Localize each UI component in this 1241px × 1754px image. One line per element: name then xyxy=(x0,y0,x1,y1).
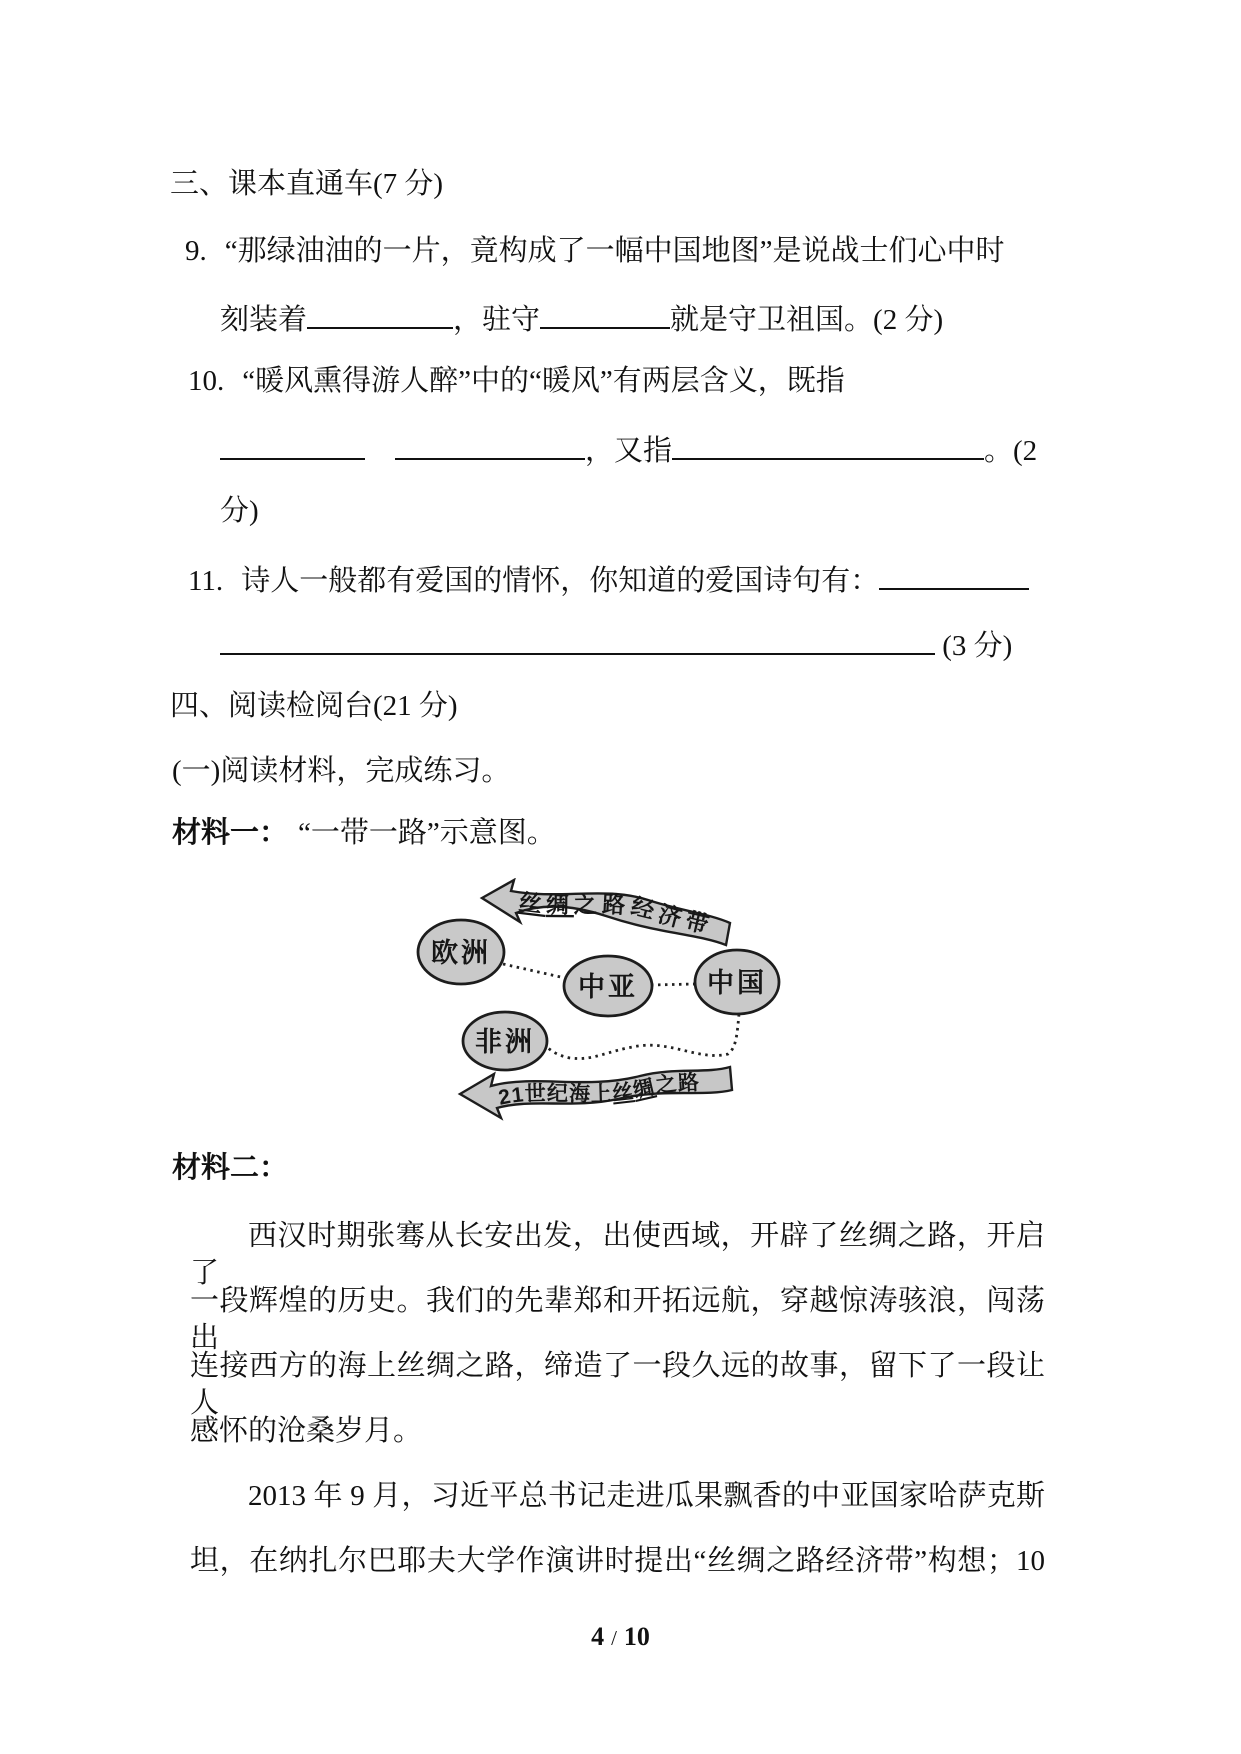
answer-blank xyxy=(220,623,935,655)
page-separator: / xyxy=(611,1626,617,1650)
section4-heading: 四、阅读检阅台(21 分) xyxy=(170,690,458,722)
question-11-number: 11. xyxy=(188,565,224,597)
question-10-text: “暖风熏得游人醉”中的“暖风”有两层含义，既指 xyxy=(242,365,845,397)
question-11-line2 xyxy=(220,623,1012,665)
question-10-number: 10. xyxy=(188,365,225,397)
china-label: 中国 xyxy=(707,968,767,998)
material2-para1-line3: 连接西方的海上丝绸之路，缔造了一段久远的故事，留下了一段让人 xyxy=(190,1350,1045,1419)
answer-blank xyxy=(672,428,984,460)
answer-blank xyxy=(540,297,670,329)
page-current: 4 xyxy=(591,1622,605,1651)
question-9-number: 9. xyxy=(185,235,207,267)
connector-centralasia-china xyxy=(651,984,695,985)
question-11-line1 xyxy=(188,558,1029,600)
question-11-text: 诗人一般都有爱国的情怀，你知道的爱国诗句有： xyxy=(241,565,880,597)
belt-road-diagram xyxy=(410,878,790,1130)
question-10-line3: 分) xyxy=(220,495,259,527)
material2-para2-line2: 坦，在纳扎尔巴耶夫大学作演讲时提出“丝绸之路经济带”构想；10 xyxy=(190,1545,1045,1577)
europe-label: 欧洲 xyxy=(431,938,491,968)
question-10-line2 xyxy=(220,428,1037,470)
question-10-line2-mid: ，又指 xyxy=(585,435,673,467)
material2-para2-line1: 2013 年 9 月，习近平总书记走进瓜果飘香的中亚国家哈萨克斯 xyxy=(248,1480,1045,1512)
answer-blank xyxy=(307,297,453,329)
question-9-line1 xyxy=(185,233,1005,270)
maritime-silk-road-label: 21世纪海上丝绸之路 xyxy=(496,1071,701,1110)
material2-para1-line2: 一段辉煌的历史。我们的先辈郑和开拓远航，穿越惊涛骇浪，闯荡出 xyxy=(190,1285,1045,1354)
question-10-line2-end: 。(2 xyxy=(984,435,1038,467)
material2-label-line xyxy=(172,1150,298,1187)
connector-europe-centralasia xyxy=(503,964,565,978)
page-number xyxy=(0,1622,1241,1652)
material2-para1-line1: 西汉时期张骞从长安出发，出使西域，开辟了丝绸之路，开启了 xyxy=(190,1220,1045,1289)
africa-label: 非洲 xyxy=(475,1027,535,1057)
answer-blank xyxy=(879,558,1029,590)
material1-title: “一带一路”示意图。 xyxy=(298,817,556,849)
answer-blank xyxy=(220,428,365,460)
question-10-line1 xyxy=(188,363,845,400)
material2-label: 材料二： xyxy=(172,1152,289,1184)
section4-subheading: (一)阅读材料，完成练习。 xyxy=(172,755,511,787)
material2-para1-line4: 感怀的沧桑岁月。 xyxy=(190,1415,423,1447)
section3-heading: 三、课本直通车(7 分) xyxy=(170,168,444,200)
central-asia-label: 中亚 xyxy=(578,972,638,1002)
silk-road-belt-label: 丝绸之路经济带 xyxy=(517,888,717,940)
material1-line xyxy=(172,815,556,852)
answer-blank xyxy=(395,428,585,460)
question-9-line2-mid: ，驻守 xyxy=(453,304,541,336)
question-9-line2-post: 就是守卫祖国。(2 分) xyxy=(670,304,944,336)
question-9-text: “那绿油油的一片，竟构成了一幅中国地图”是说战士们心中时 xyxy=(224,235,1005,267)
material1-label: 材料一： xyxy=(172,817,289,849)
page-total: 10 xyxy=(623,1622,650,1651)
question-11-points: (3 分) xyxy=(942,630,1013,662)
question-9-line2-pre: 刻装着 xyxy=(220,304,308,336)
connector-china-africa xyxy=(547,1014,739,1059)
question-9-line2 xyxy=(220,297,943,339)
